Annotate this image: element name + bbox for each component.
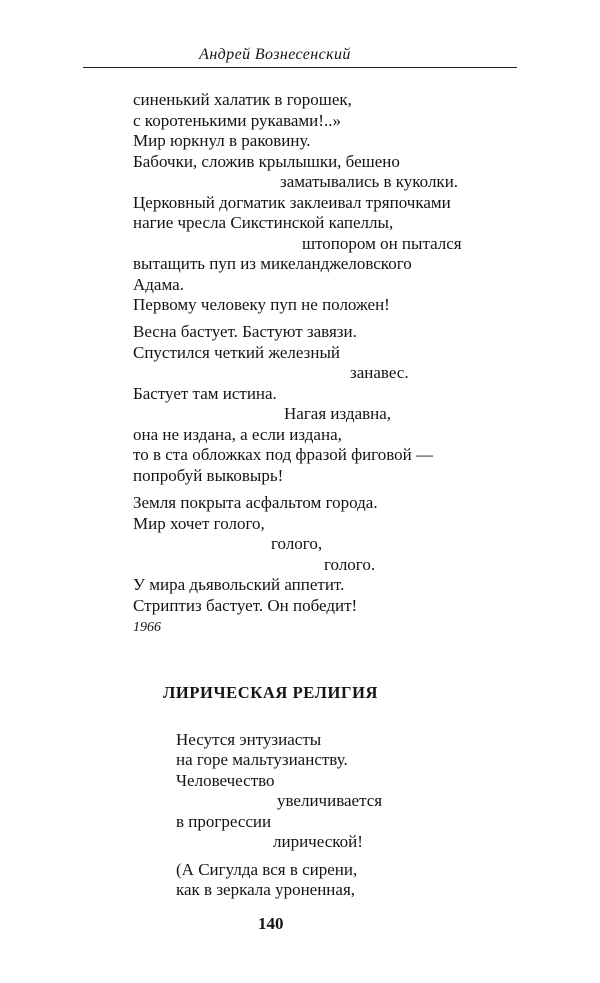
verse-line: занавес. <box>350 363 409 382</box>
verse-line: Первому человеку пуп не положен! <box>133 295 390 314</box>
poem-date: 1966 <box>133 620 161 635</box>
verse-line: голого. <box>324 555 376 574</box>
running-head <box>0 46 600 64</box>
verse-line: вытащить пуп из микеланджеловского <box>133 254 412 273</box>
verse-line: У мира дьявольский аппетит. <box>133 575 345 594</box>
verse-line: Человечество <box>176 771 275 790</box>
verse-line: Весна бастует. Бастуют завязи. <box>133 322 357 341</box>
verse-line: нагие чресла Сикстинской капеллы, <box>133 213 394 232</box>
verse-line: лирической! <box>273 832 363 851</box>
verse-line: Земля покрыта асфальтом города. <box>133 493 378 512</box>
verse-line: в прогрессии <box>176 812 272 831</box>
verse-line: увеличивается <box>277 791 383 810</box>
verse-line: Стриптиз бастует. Он победит! <box>133 596 358 615</box>
poem-title: ЛИРИЧЕСКАЯ РЕЛИГИЯ <box>163 683 379 702</box>
verse-line: голого, <box>271 534 323 553</box>
page-number: 140 <box>258 914 284 933</box>
verse-line: синенький халатик в горошек, <box>133 90 352 109</box>
verse-line: Бабочки, сложив крылышки, бешено <box>133 152 400 171</box>
verse-line: Мир юркнул в раковину. <box>133 131 311 150</box>
header-rule <box>83 67 517 68</box>
verse-line: с коротенькими рукавами!..» <box>133 111 341 130</box>
verse-line: она не издана, а если издана, <box>133 425 342 444</box>
verse-line: Церковный догматик заклеивал тряпочками <box>133 193 451 212</box>
verse-line: Спустился четкий железный <box>133 343 340 362</box>
verse-line: попробуй выковырь! <box>133 466 284 485</box>
verse-line: заматывались в куколки. <box>280 172 459 191</box>
verse-line: Бастует там истина. <box>133 384 277 403</box>
verse-line: то в ста обложках под фразой фиговой — <box>133 445 433 464</box>
verse-line: Адама. <box>133 275 184 294</box>
verse-line: Несутся энтузиасты <box>176 730 322 749</box>
verse-line: на горе мальтузианству. <box>176 750 348 769</box>
verse-line: Нагая издавна, <box>284 404 392 423</box>
verse-line: штопором он пытался <box>302 234 462 253</box>
running-head-author: Андрей Вознесенский <box>199 46 351 63</box>
verse-line: (А Сигулда вся в сирени, <box>176 860 358 879</box>
verse-line: как в зеркала уроненная, <box>176 880 356 899</box>
verse-line: Мир хочет голого, <box>133 514 265 533</box>
